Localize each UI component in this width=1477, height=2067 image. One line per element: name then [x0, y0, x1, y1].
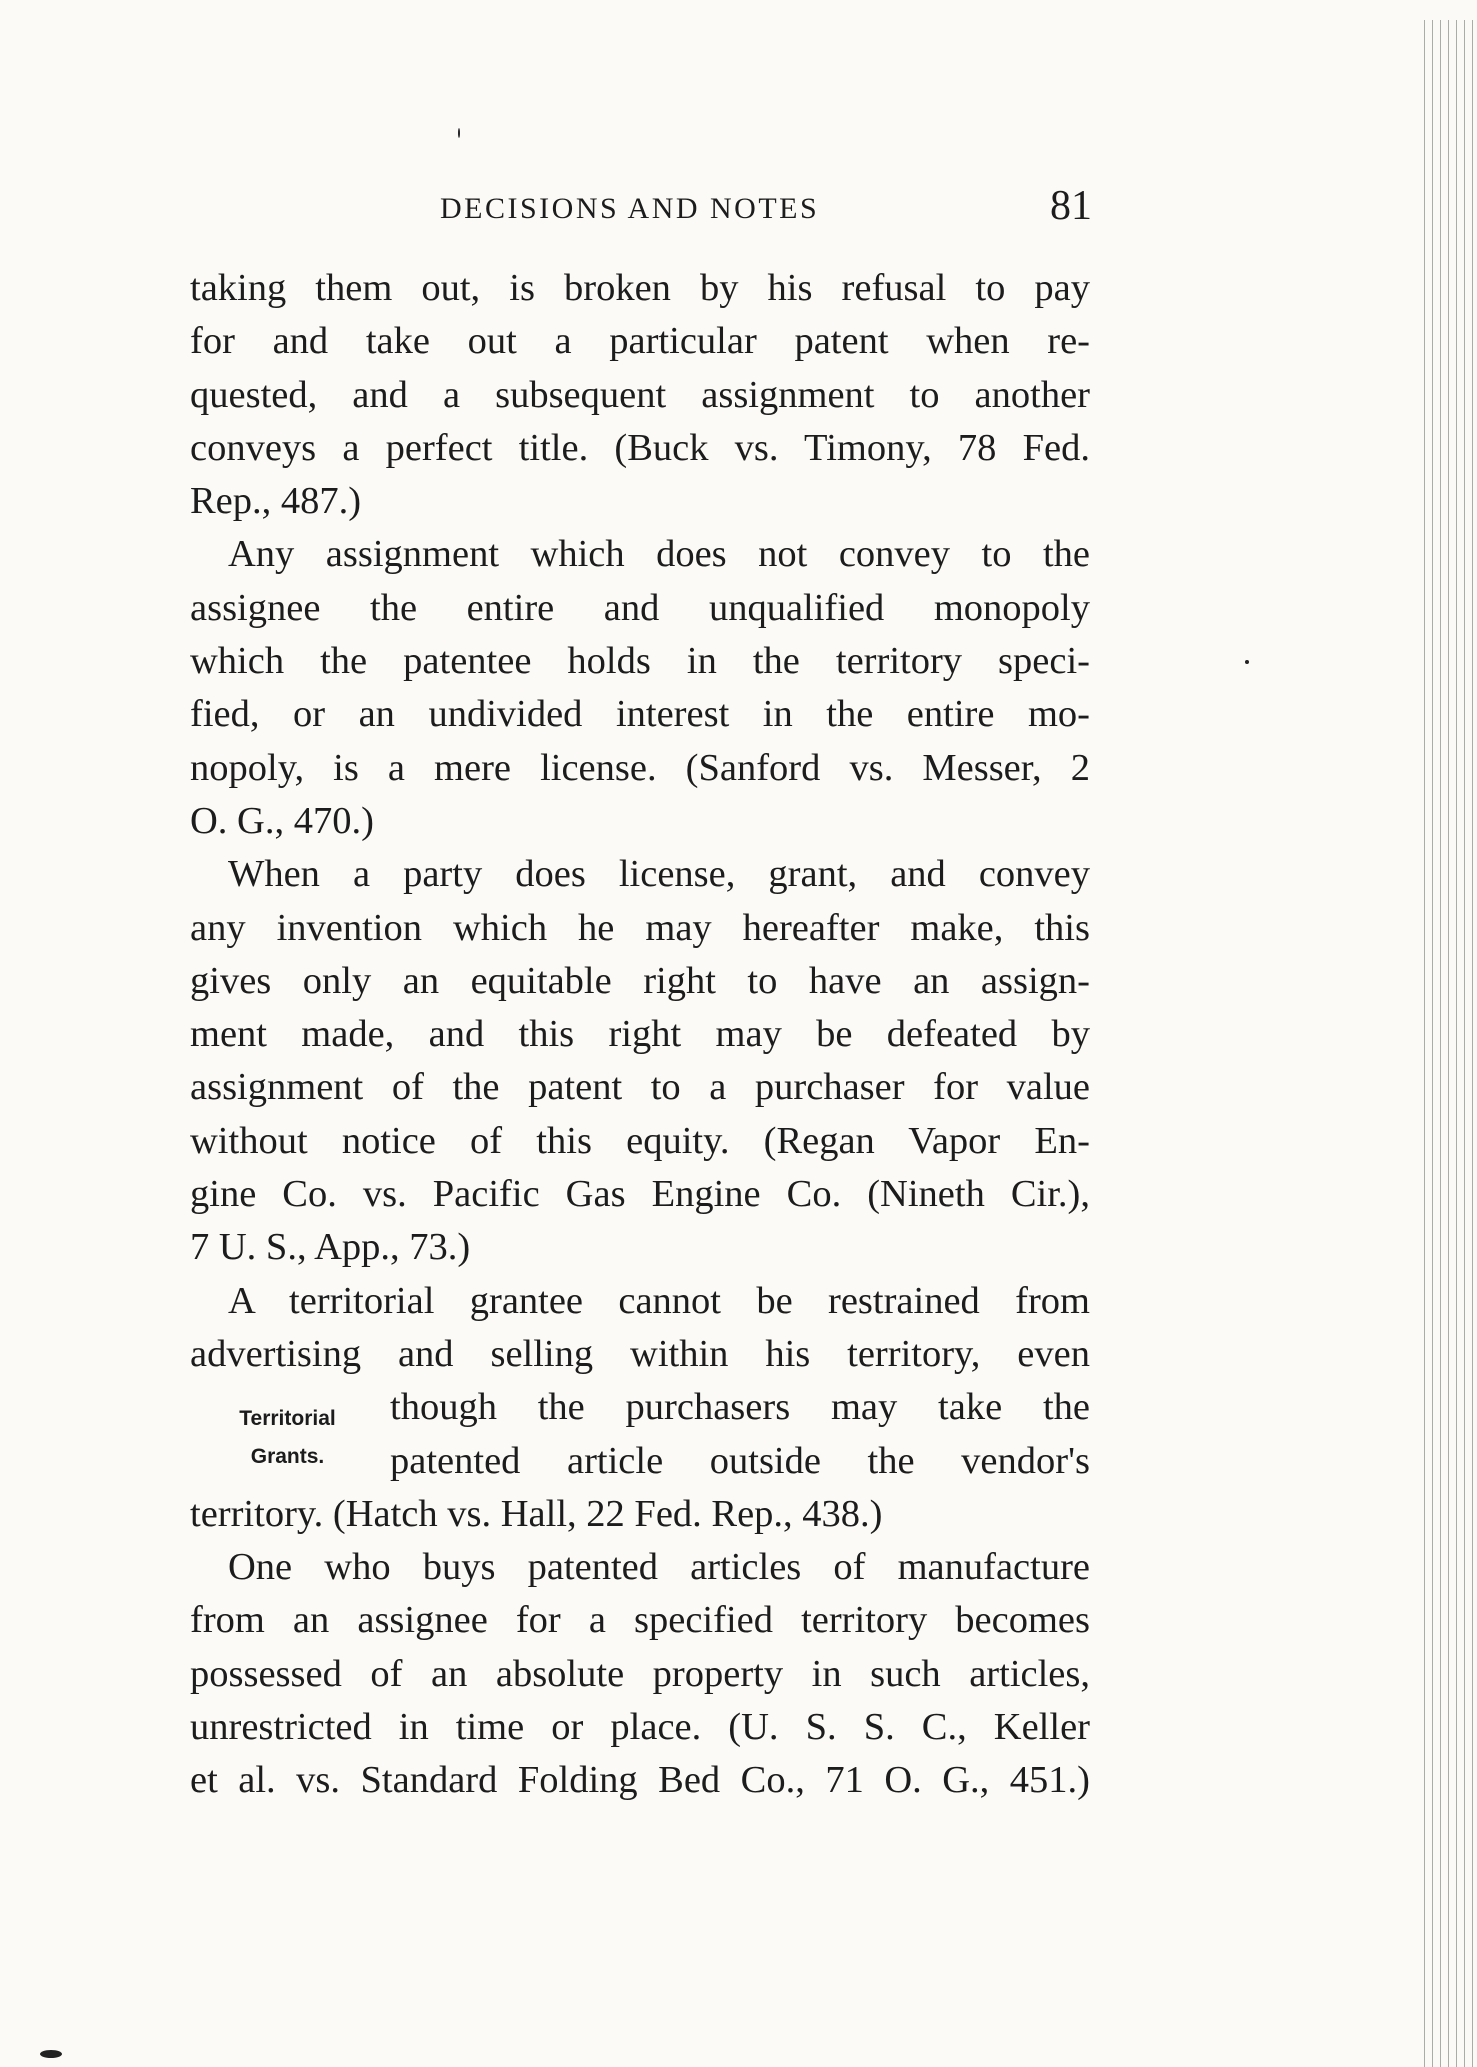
print-speck: [1245, 660, 1249, 664]
text-line: 7 U. S., App., 73.): [190, 1226, 471, 1269]
text-line: et al. vs. Standard Folding Bed Co., 71 O. G., 451.): [190, 1759, 1090, 1802]
text-line: quested, and a subsequent assignment to another: [190, 373, 1090, 416]
margin-note: [205, 1400, 370, 1476]
margin-note-line: Grants.: [250, 1445, 325, 1468]
text-line: without notice of this equity. (Regan Vapor En-: [190, 1119, 1090, 1162]
text-line: When a party does license, grant, and convey: [228, 853, 1090, 896]
text-line: though the purchasers may take the: [390, 1386, 1090, 1429]
text-line: which the patentee holds in the territory speci-: [190, 640, 1090, 683]
paragraph: [190, 528, 1090, 848]
page-number: 81: [1050, 183, 1092, 229]
print-speck: [458, 128, 460, 138]
text-line: territory. (Hatch vs. Hall, 22 Fed. Rep., 438.): [190, 1492, 883, 1535]
text-line: assignment of the patent to a purchaser for value: [190, 1066, 1090, 1109]
text-line: Any assignment which does not convey to the: [228, 533, 1090, 576]
text-line: gives only an equitable right to have an assign-: [190, 959, 1090, 1002]
text-line: fied, or an undivided interest in the entire mo-: [190, 693, 1090, 736]
paragraph: [190, 1541, 1090, 1807]
text-line: possessed of an absolute property in such articles,: [190, 1652, 1090, 1695]
text-line: assignee the entire and unqualified monopoly: [190, 586, 1090, 629]
text-line: taking them out, is broken by his refusal to pay: [190, 267, 1090, 309]
running-head: DECISIONS AND NOTES: [440, 192, 820, 225]
paragraph: [190, 262, 1090, 528]
text-line: any invention which he may hereafter make, this: [190, 906, 1090, 949]
text-line: conveys a perfect title. (Buck vs. Timony, 78 Fed.: [190, 426, 1090, 469]
text-line: for and take out a particular patent when re-: [190, 320, 1090, 363]
text-line: One who buys patented articles of manufacture: [228, 1546, 1090, 1589]
paragraph: [190, 848, 1090, 1274]
text-line: gine Co. vs. Pacific Gas Engine Co. (Nineth Cir.),: [190, 1173, 1090, 1216]
text-line: Rep., 487.): [190, 480, 362, 523]
text-line: nopoly, is a mere license. (Sanford vs. Messer, 2: [190, 746, 1090, 789]
text-line: O. G., 470.): [190, 799, 374, 842]
body-text: [190, 262, 1090, 1808]
text-line: unrestricted in time or place. (U. S. S. C., Keller: [190, 1706, 1090, 1749]
text-line: ment made, and this right may be defeated by: [190, 1013, 1090, 1056]
print-speck: [40, 2050, 62, 2058]
binding-edge: [1420, 20, 1477, 2067]
text-line: advertising and selling within his territory, even: [190, 1332, 1090, 1375]
margin-note-line: Territorial: [239, 1407, 336, 1430]
text-line: patented article outside the vendor's: [390, 1439, 1090, 1482]
text-line: from an assignee for a specified territory becomes: [190, 1599, 1090, 1642]
text-line: A territorial grantee cannot be restrained from: [228, 1279, 1090, 1322]
